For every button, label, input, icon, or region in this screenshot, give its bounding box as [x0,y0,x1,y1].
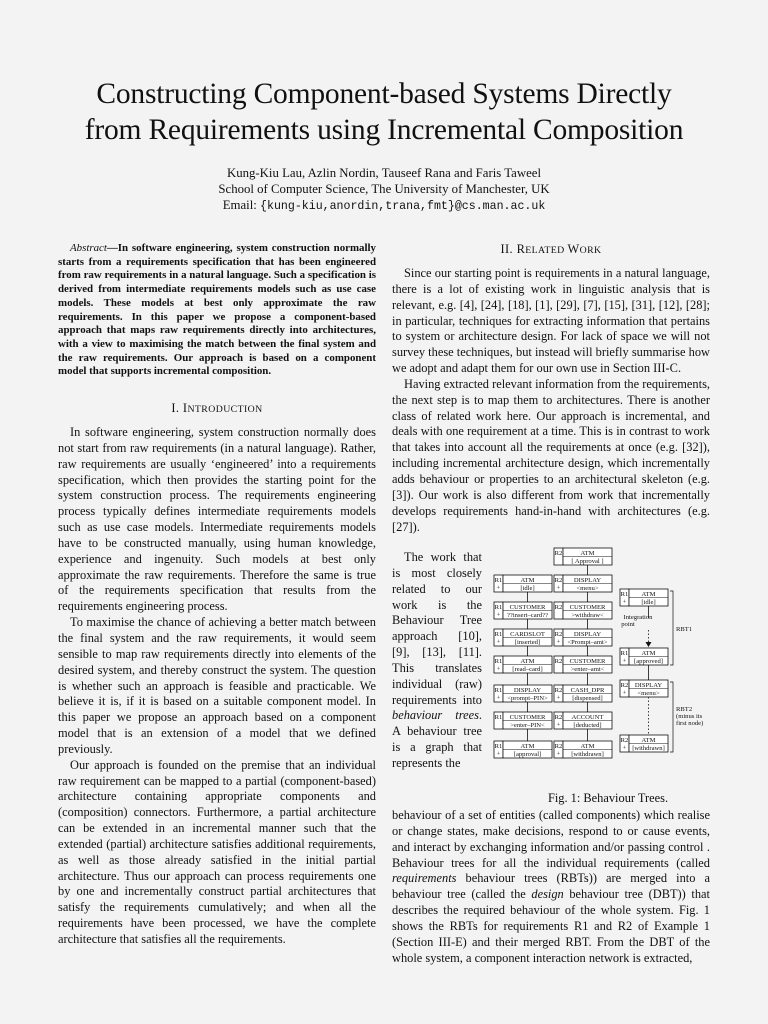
section-heading-introduction: I. INTRODUCTION [171,401,263,415]
mid-node-6-mark: + [556,721,561,729]
abstract-text: —In software engineering, system construction normally starts from a requirements specification that has been engineered from raw requirements in a natural language. Such a specification is derived from intermediate requirements models such as use case models. These models at best only approximate the raw requirements. In this paper we propose a component-based approach that maps raw requirements directly into architectures, with a view to maximising the match between the final system and the raw requirements. Our approach is based on a component model that supports incremental composition. [58,242,376,378]
abstract-label: Abstract [70,242,107,254]
left-node-1-state: ??insert–card?? [507,612,548,619]
right-node-2-state: <menu> [637,690,660,697]
left-node-3-state: [read–card] [512,666,543,673]
integration-label-1: Integration [623,614,653,621]
related-work-text [392,266,710,535]
mid-node-1-tag: R2 [554,577,563,584]
mid-node-4-component: CUSTOMER [569,658,606,665]
mid-node-3-component: DISPLAY [573,631,602,638]
behaviour-trees-diagram [492,545,724,788]
author-list: Kung-Kiu Lau, Azlin Nordin, Tauseef Rana and Faris Taweel [226,166,542,180]
mid-node-4-tag: R2 [554,658,563,665]
mid-node-6-state: [deducted] [573,722,602,729]
mid-node-7-tag: R2 [554,743,563,750]
left-node-0-component: ATM [520,577,535,584]
mid-node-7-mark: + [556,750,561,758]
left-node-4-mark: + [496,694,501,702]
left-node-4-tag: R1 [494,687,503,694]
mid-node-1-component: DISPLAY [573,577,602,584]
mid-node-5-state: [dispensed] [572,695,603,702]
left-node-4-component: DISPLAY [513,687,542,694]
right-node-0-component: ATM [641,591,656,598]
left-node-5-state: >enter–PIN< [510,722,545,729]
left-node-2-state: [inserted] [514,639,541,646]
email-address: {kung-kiu,anordin,trana,fmt}@cs.man.ac.uk [260,200,546,213]
mid-node-2-component: CUSTOMER [569,604,606,611]
intro-paragraph-3: Our approach is founded on the premise that an individual raw requirement can be mapped to a partial (component-based) architecture containing appropriate components and (composition) connectors. Furthermore, a partial architecture can be extended in an incremental manner such that the extended (partial) architecture satisfies additional requirements, as well as those already satisfied in the initial partial architecture. Thus our approach can process requirements one by one and incrementally construct partial architectures that satisfy the requirements cumulatively; and when all the requirements have been processed, we have the complete architecture that satisfies all the requirements. [58,757,376,946]
rbt2-bracket [670,682,673,752]
paper-title-line-2: from Requirements using Incremental Composition [84,114,684,146]
rbt1-bracket [670,591,673,665]
related-paragraph-3-continued: behaviour of a set of entities (called components) which realise or change states, make decisions, respond to or cause events, and interact by exchanging information and/or passing control . Behaviour trees for all the individual requirements (called requirements behaviour trees (RBTs)) are merged into a behaviour tree (called the design behaviour tree (DBT)) that describes the required behaviour of the whole system. Fig. 1 shows the RBTs for requirements R1 and R2 of Example 1 (Section III-E) and their merged RBT. From the DBT of the whole system, a component interaction network is extracted, [392,808,710,965]
right-node-2-component: DISPLAY [634,682,663,689]
left-node-0-state: [idle] [520,585,535,592]
mid-node-3-mark: + [556,638,561,646]
right-node-1-component: ATM [641,650,656,657]
left-node-2-mark: + [496,638,501,646]
left-node-2-component: CARDSLOT [510,631,545,638]
left-node-2-tag: R1 [494,631,503,638]
rbt2-label-2: (minus its [676,713,703,720]
right-node-2-mark: + [622,689,627,697]
mid-node-0-component: ATM [580,550,595,557]
mid-node-3-state: <Prompt–amt> [567,639,608,646]
left-node-3-component: ATM [520,658,535,665]
mid-node-3-tag: R2 [554,631,563,638]
rbt2-label-3: first node) [676,720,704,727]
left-node-5-component: CUSTOMER [509,714,546,721]
mid-node-7-state: [withdrawn] [571,751,604,758]
mid-node-1-state: <menu> [576,585,599,592]
abstract [58,242,376,379]
right-node-3-tag: R2 [620,737,629,744]
related-paragraph-3-wrapped: The work that is most closely related to our work is the Behaviour Tree approach [10], [9], [13], [11]. This translates individual (raw) requirements into behaviour trees. A behaviour tree is a graph that represents the [392,550,482,770]
left-node-1-tag: R1 [494,604,503,611]
mid-node-2-tag: R2 [554,604,563,611]
left-node-5-tag: R1 [494,714,503,721]
section-heading-related-work: II. RELATED WORK [500,242,602,256]
left-node-6-state: [approval] [513,751,542,758]
left-node-1-component: CUSTOMER [509,604,546,611]
integration-arrow [646,642,652,647]
mid-node-4-state: >enter–amt< [570,666,605,673]
right-node-0-state: [idle] [641,599,656,606]
mid-node-0-state: [ Approval ] [571,558,604,565]
right-node-3-mark: + [622,744,627,752]
related-paragraph-2: Having extracted relevant information from the requirements, the next step is to map them to architectures. There is another class of related work here. Our approach is incremental, and deals with one requirement at a time. This is in contrast to work that takes into account all the requirements at once (e.g. [32]), including incremental architecture design, which incrementally adds behaviour or properties to an architectural skeleton (e.g. [3]). Our work is also different from work that incrementally develops requirements hand-in-hand with architectures (e.g. [27]). [392,376,710,534]
rbt1-label: RBT1 [676,626,693,633]
right-node-0-mark: + [622,598,627,606]
intro-paragraph-1: In software engineering, system construction normally does not start from raw requirements (in a natural language). Rather, raw requirements are usually ‘engineered’ into a requirements specification, which then provides the starting point for the system construction process. The requirements engineering process typically defines intermediate requirements models such as use case models. Intermediate requirements models have to be constructed manually, using human knowledge, experience and ingenuity. Such models at best only approximate the raw requirements. Therefore the same is true of the requirements specification that results from the requirements engineering process. [58,425,376,614]
related-paragraph-1: Since our starting point is requirements in a natural language, there is a lot of existing work in linguistic analysis that is relevant, e.g. [4], [24], [18], [1], [29], [7], [15], [31], [12], [28]; in particular, techniques for extracting information that pertains to system or architecture design. For lack of space we will not survey these techniques, but instead will briefly summarise how we adopt and adapt them for our own use in Section III-C. [392,266,710,376]
right-node-1-tag: R1 [620,650,629,657]
rbt2-label-1: RBT2 [676,706,693,713]
mid-node-0-tag: R2 [554,550,563,557]
left-node-3-tag: R1 [494,658,503,665]
right-node-3-component: ATM [641,737,656,744]
mid-node-6-tag: R2 [554,714,563,721]
figure-caption: Fig. 1: Behaviour Trees. [547,791,669,805]
mid-node-5-mark: + [556,694,561,702]
mid-node-2-state: >withdraw< [571,612,604,619]
right-node-1-state: [approved] [634,658,663,665]
left-node-1-mark: + [496,611,501,619]
left-node-0-tag: R1 [494,577,503,584]
right-node-1-mark: + [622,657,627,665]
right-node-2-tag: R2 [620,682,629,689]
right-node-0-tag: R1 [620,591,629,598]
left-node-6-mark: + [496,750,501,758]
email-line [0,197,768,215]
left-node-0-mark: + [496,584,501,592]
mid-node-5-tag: R2 [554,687,563,694]
mid-node-6-component: ACCOUNT [571,714,604,721]
right-node-3-state: [withdrawn] [632,745,665,752]
introduction-text [58,425,376,948]
paper-title-line-1: Constructing Component-based Systems Directly [96,78,672,110]
intro-paragraph-2: To maximise the chance of achieving a better match between the final system and the raw requirements, it would seem sensible to map raw requirements directly into elements of the desired system, and thereby construct the system. The question is whether such an approach is feasible and practicable. We believe it is, if it is based on a suitable component model. In this paper we propose an approach based on a component model that is an extension of a model that we defined previously. [58,615,376,756]
left-node-6-component: ATM [520,743,535,750]
mid-node-7-component: ATM [580,743,595,750]
mid-node-5-component: CASH_DPR [570,687,605,694]
affiliation: School of Computer Science, The University of Manchester, UK [218,182,550,196]
left-node-6-tag: R1 [494,743,503,750]
email-label: Email: [222,198,261,212]
behaviour-trees-figure [492,545,724,788]
left-node-3-mark: + [496,665,501,673]
left-node-4-state: <prompt–PIN> [507,695,548,702]
integration-label-2: point [621,621,635,628]
mid-node-1-mark: + [556,584,561,592]
